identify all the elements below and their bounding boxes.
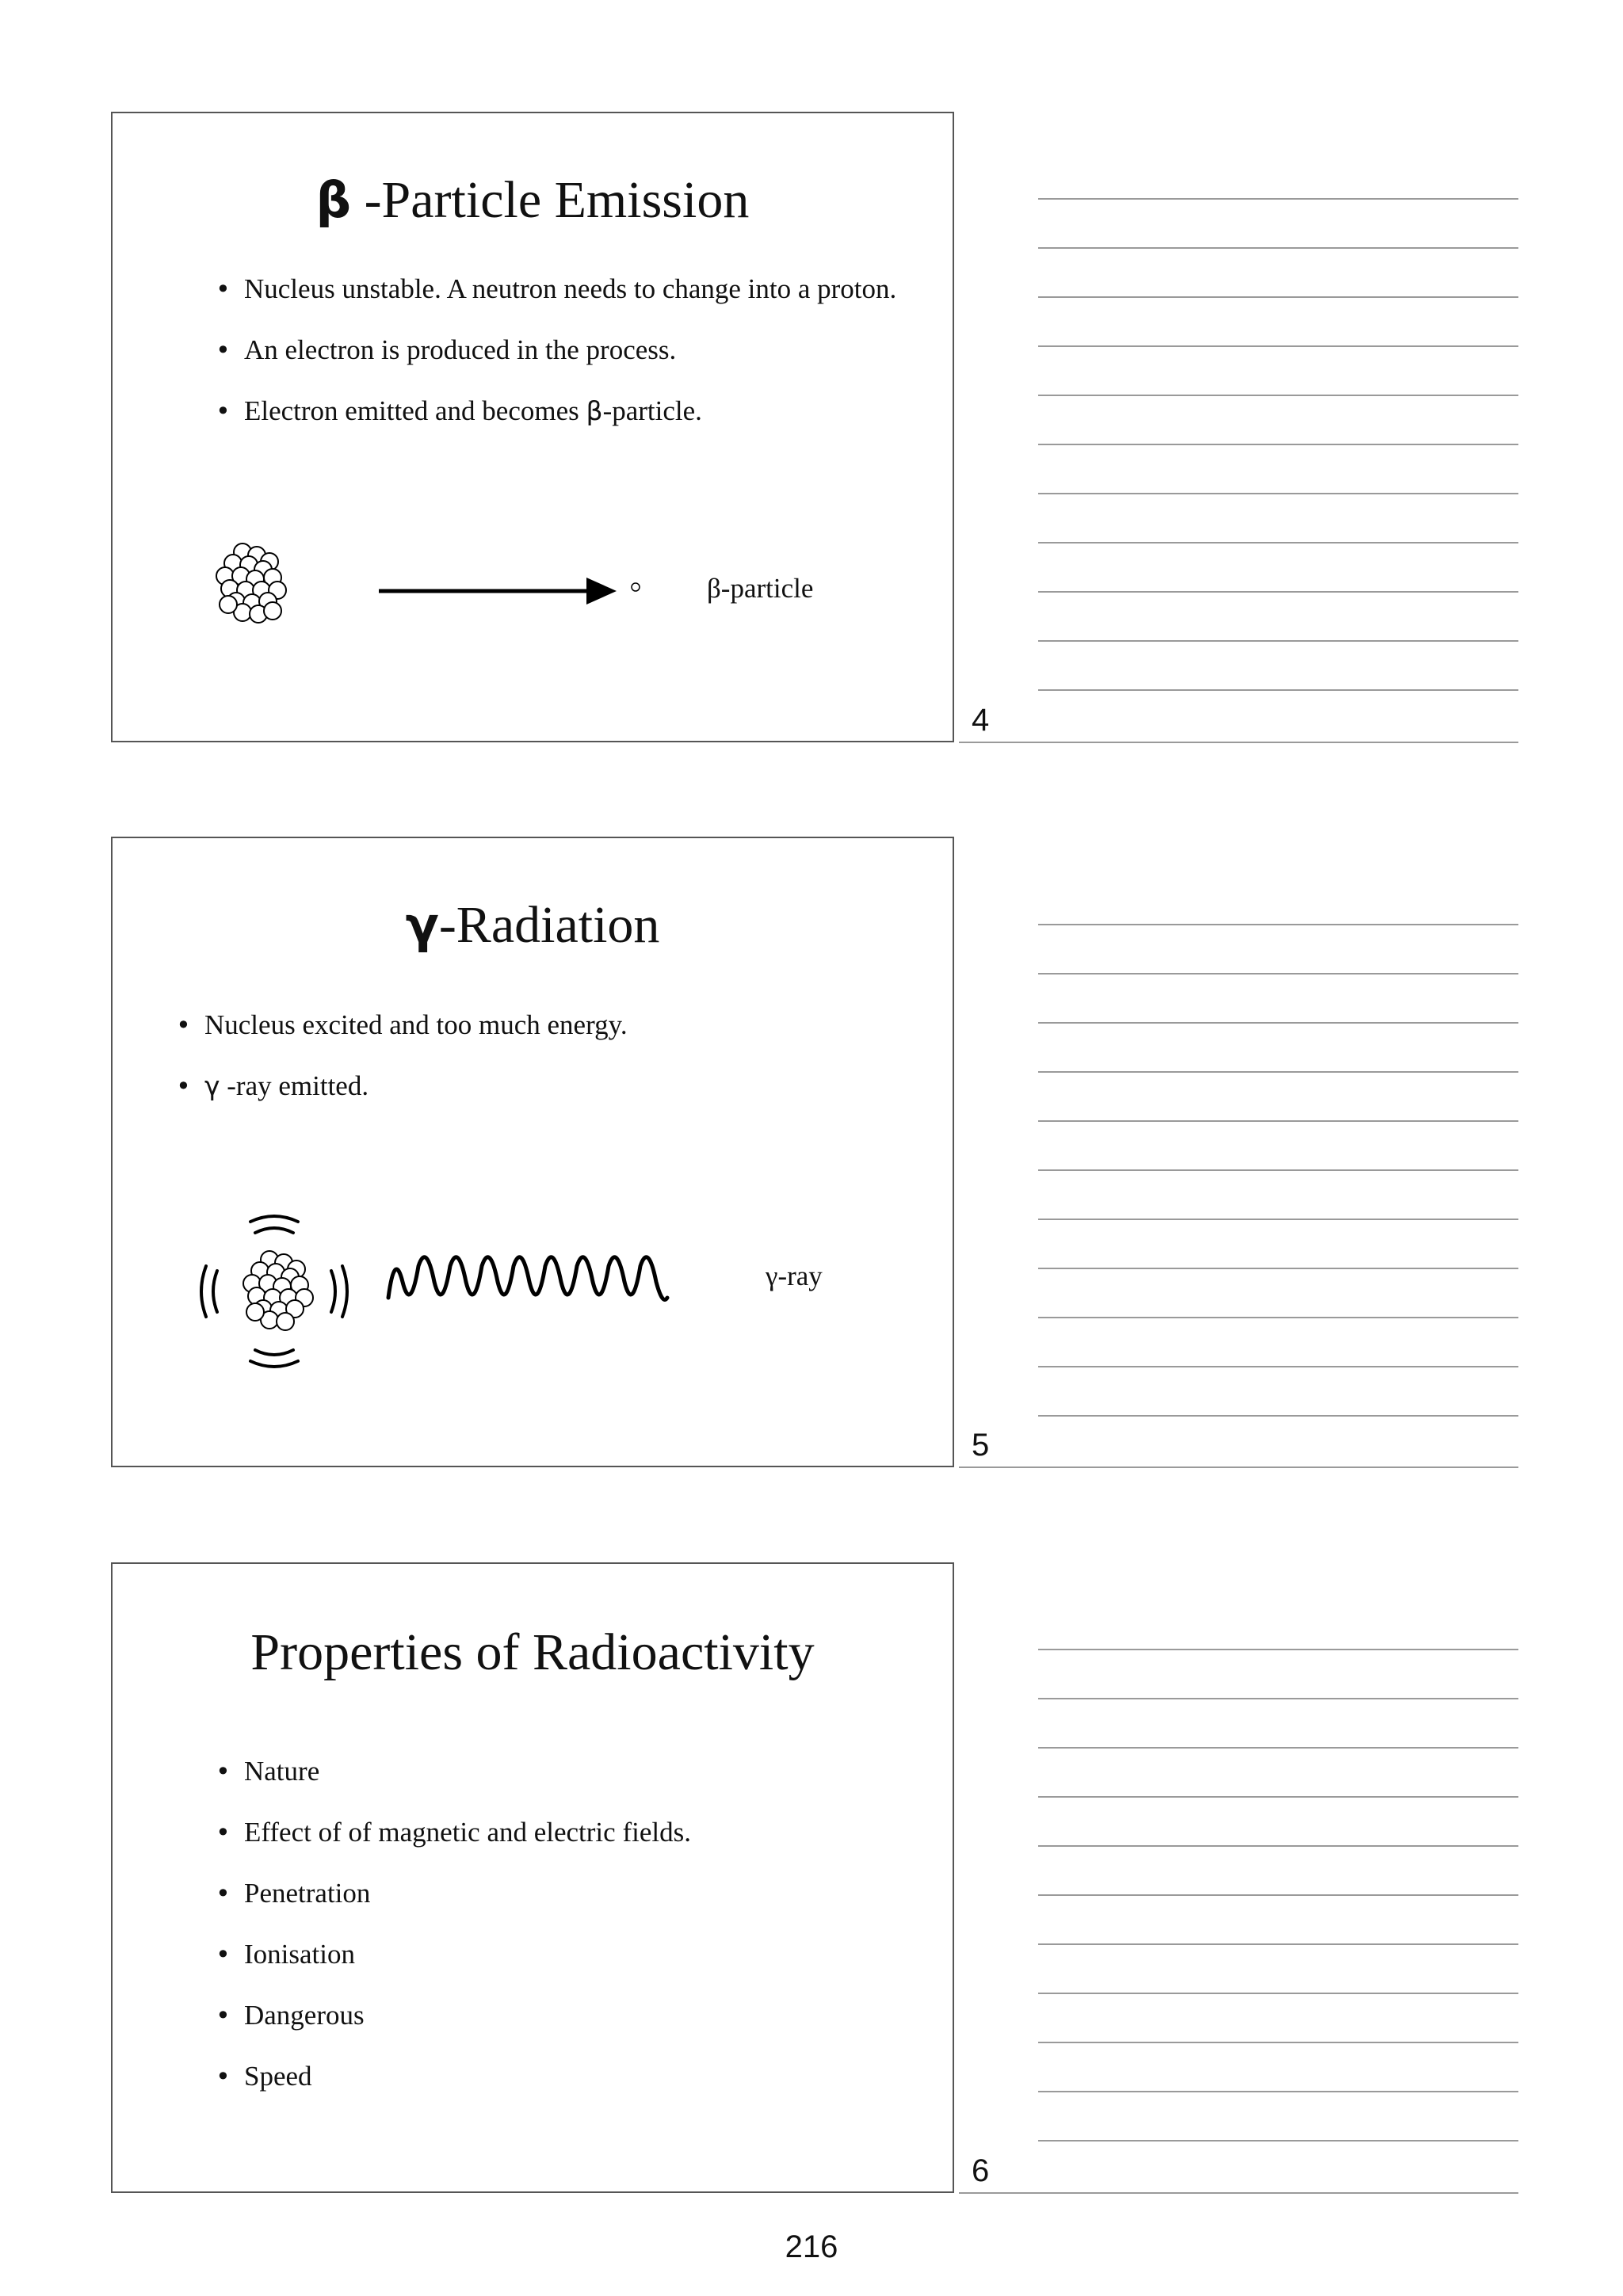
bullet-text: -particle. xyxy=(602,395,702,426)
note-line xyxy=(1038,1747,1518,1749)
beta-symbol: β xyxy=(315,171,352,229)
note-line xyxy=(1038,1894,1518,1896)
note-line xyxy=(1038,1845,1518,1847)
note-line xyxy=(1038,1943,1518,1945)
note-line xyxy=(1038,1366,1518,1367)
note-line xyxy=(1038,2042,1518,2043)
note-line xyxy=(1038,924,1518,925)
arrow-icon xyxy=(379,571,632,611)
bullet-item: • Ionisation xyxy=(216,1937,897,1972)
slide-5 xyxy=(111,837,954,1467)
notes-bottom-line xyxy=(959,742,1518,743)
slide-6 xyxy=(111,1562,954,2193)
bullet-item: • Effect of of magnetic and electric fields. xyxy=(216,1815,897,1850)
bullet-item: • An electron is produced in the process. xyxy=(216,333,897,368)
gamma-symbol: γ xyxy=(405,896,439,954)
note-line xyxy=(1038,493,1518,494)
slide-title-text: -Particle Emission xyxy=(351,171,750,229)
gamma-ray-label: γ-ray xyxy=(766,1261,823,1291)
slide-number: 5 xyxy=(972,1428,990,1463)
notes-bottom-line xyxy=(959,2192,1518,2194)
note-line xyxy=(1038,395,1518,396)
note-line xyxy=(1038,1219,1518,1220)
note-line xyxy=(1038,640,1518,642)
beta-particle-label: β-particle xyxy=(707,573,814,604)
bullet-item: • Speed xyxy=(216,2059,897,2094)
bullet-list xyxy=(216,1754,897,2120)
note-line xyxy=(1038,1317,1518,1318)
slide-4 xyxy=(111,112,954,742)
slide-title: Properties of Radioactivity xyxy=(250,1623,815,1681)
slide-number: 6 xyxy=(972,2153,990,2188)
bullet-item xyxy=(216,394,897,429)
note-line xyxy=(1038,1169,1518,1171)
note-line xyxy=(1038,1649,1518,1650)
bullet-text: Electron emitted and becomes xyxy=(244,395,586,426)
note-line xyxy=(1038,1698,1518,1699)
note-line xyxy=(1038,973,1518,974)
gamma-wave-icon xyxy=(385,1250,678,1314)
note-line xyxy=(1038,1993,1518,1994)
bullet-item: • Dangerous xyxy=(216,1998,897,2033)
bullet-item: • Nature xyxy=(216,1754,897,1789)
bullet-list xyxy=(176,1008,889,1130)
note-line xyxy=(1038,296,1518,298)
slide-title xyxy=(113,895,953,955)
notes-bottom-line xyxy=(959,1466,1518,1468)
note-line xyxy=(1038,444,1518,445)
note-line xyxy=(1038,1268,1518,1269)
page-number: 216 xyxy=(785,2229,838,2264)
bullet-item xyxy=(176,1069,889,1104)
bullet-item: • Nucleus unstable. A neutron needs to change into a proton. xyxy=(216,272,897,307)
note-line xyxy=(1038,1120,1518,1122)
note-line xyxy=(1038,1022,1518,1024)
note-line xyxy=(1038,1796,1518,1798)
note-line xyxy=(1038,345,1518,347)
note-line xyxy=(1038,1415,1518,1417)
note-line xyxy=(1038,247,1518,249)
slide-title xyxy=(113,170,953,231)
note-line xyxy=(1038,198,1518,200)
bullet-text: -ray emitted. xyxy=(220,1070,369,1101)
note-line xyxy=(1038,689,1518,691)
bullet-item: • Nucleus excited and too much energy. xyxy=(176,1008,889,1043)
note-line xyxy=(1038,591,1518,593)
note-line xyxy=(1038,2140,1518,2142)
note-line xyxy=(1038,542,1518,543)
bullet-item: • Penetration xyxy=(216,1876,897,1911)
excited-nucleus-illustration xyxy=(195,1211,377,1377)
electron-icon xyxy=(628,579,643,595)
beta-symbol: β xyxy=(586,395,603,426)
gamma-symbol: γ xyxy=(204,1070,220,1101)
slide-title-text: -Radiation xyxy=(438,896,660,954)
note-line xyxy=(1038,2091,1518,2092)
slide-number: 4 xyxy=(972,703,990,738)
bullet-list xyxy=(216,272,897,455)
note-line xyxy=(1038,1071,1518,1073)
nucleus-illustration xyxy=(206,541,317,652)
